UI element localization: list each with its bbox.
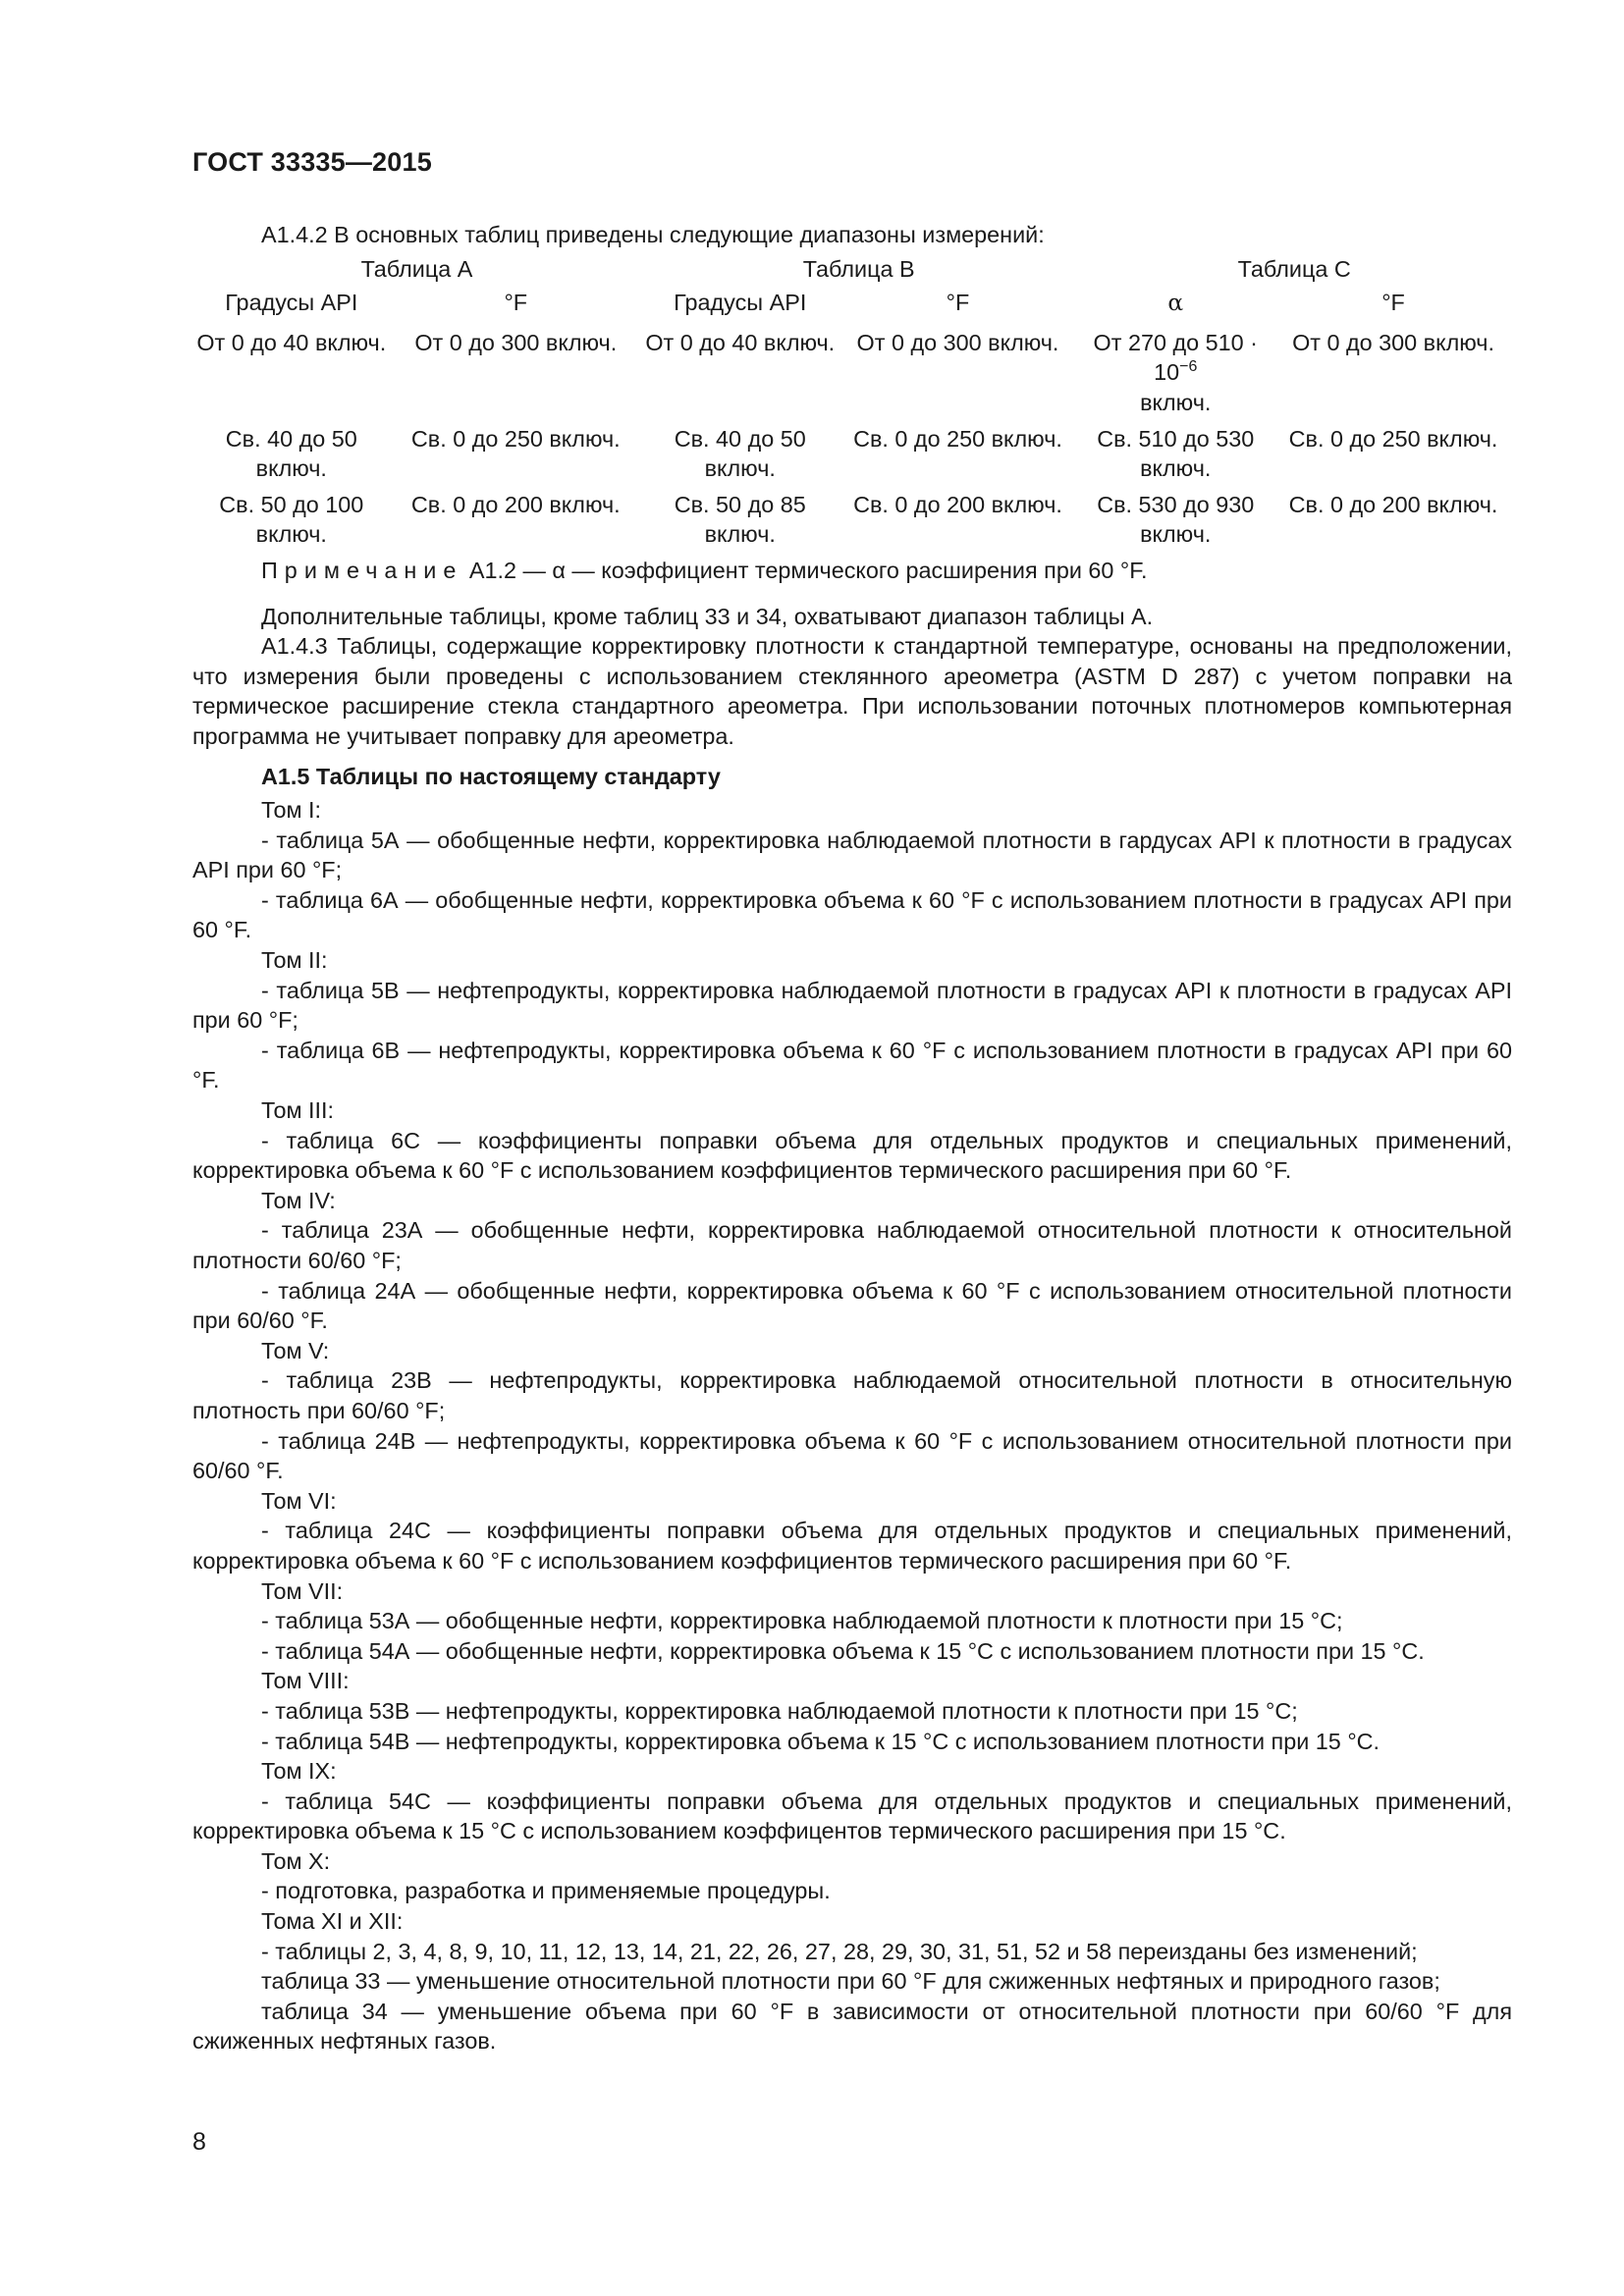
range-table-row	[192, 424, 1512, 490]
range-table-row	[192, 328, 1512, 424]
volume-title: Том VII:	[261, 1577, 344, 1604]
table-cell: Св. 0 до 200 включ.	[853, 491, 1062, 517]
volumes-list	[192, 795, 1512, 2056]
page-number: 8	[192, 2128, 206, 2156]
volume-item: таблица 34 — уменьшение объема при 60 °F в зависимости от относительной плотности при 60/60 °F для сжиженных нефтяных газов.	[192, 1998, 1512, 2055]
note-label: Примечание	[261, 557, 463, 583]
table-cell: Св. 0 до 200 включ.	[1288, 491, 1498, 517]
volume-item: - таблица 6В — нефтепродукты, корректировка объема к 60 °F с использованием плотности в градусах API при 60 °F.	[192, 1037, 1512, 1094]
volume-title: Том IV:	[261, 1187, 336, 1213]
volume-item: - таблица 54С — коэффициенты поправки объема для отдельных продуктов и специальных применений, корректировка объема к 15 °С с использованием коэффицентов термического расширения при 15 °С.	[192, 1788, 1512, 1844]
volume-item: - таблица 23В — нефтепродукты, корректировка наблюдаемой относительной плотности в относительную плотность при 60/60 °F;	[192, 1367, 1512, 1423]
table-cell: Св. 50 до 85 включ.	[674, 491, 806, 548]
volume-item: - таблица 5В — нефтепродукты, корректировка наблюдаемой плотности в градусах API к плотности в градусах API при 60 °F;	[192, 977, 1512, 1034]
volume-title: Том VI:	[261, 1487, 337, 1514]
alpha-range: От 270 до 510 · 10	[1093, 329, 1258, 386]
group-header: Таблица С	[1237, 255, 1351, 282]
alpha-exponent: −6	[1179, 358, 1198, 376]
range-table	[192, 254, 1512, 556]
table-cell: Св. 530 до 930 включ.	[1097, 491, 1255, 548]
unit-header: Градусы API	[674, 290, 807, 316]
range-table-row	[192, 490, 1512, 556]
volume-item: - таблица 6С — коэффициенты поправки объема для отдельных продуктов и специальных применений, корректировка объема к 60 °F с использованием коэффициентов термического расширения при 60 °F.	[192, 1127, 1512, 1184]
intro-paragraph: А1.4.2 В основных таблиц приведены следующие диапазоны измерений:	[261, 222, 1045, 247]
volume-item: - таблица 24С — коэффициенты поправки объема для отдельных продуктов и специальных применений, корректировка объема к 60 °F с использованием коэффициентов термического расширения при 60 °F.	[192, 1518, 1512, 1574]
volume-item: - таблица 54А — обобщенные нефти, корректировка объема к 15 °С с использованием плотности при 15 °С.	[261, 1637, 1425, 1664]
volume-item: - таблица 23А — обобщенные нефти, корректировка наблюдаемой относительной плотности к относительной плотности 60/60 °F;	[192, 1217, 1512, 1273]
volume-title: Том V:	[261, 1337, 330, 1363]
table-cell: От 0 до 300 включ.	[414, 329, 618, 355]
table-cell: Св. 0 до 250 включ.	[410, 425, 621, 452]
a143-paragraph: А1.4.3 Таблицы, содержащие корректировку плотности к стандартной температуре, основаны на предположении, что измерения были проведены с использованием стеклянного ареометра (ASTM D 287) с учетом поправки на термическое расширение стекла стандартного ареометра. При использовании поточных плотномеров компьютерная программа не учитывает поправку для ареометра.	[192, 633, 1512, 749]
volume-item: - таблица 24А — обобщенные нефти, корректировка объема к 60 °F с использованием относительной плотности при 60/60 °F.	[192, 1277, 1512, 1334]
volume-item: - таблица 53А — обобщенные нефти, корректировка наблюдаемой плотности к плотности при 15 °С;	[261, 1608, 1343, 1634]
volume-item: - подготовка, разработка и применяемые процедуры.	[261, 1878, 831, 1904]
note-text: А1.2 — α — коэффициент термического расширения при 60 °F.	[468, 557, 1148, 583]
volume-item: - таблица 5А — обобщенные нефти, корректировка наблюдаемой плотности в гардусах API к плотности в градусах API при 60 °F;	[192, 827, 1512, 883]
range-table-groups	[192, 254, 1512, 289]
alpha-range-tail: включ.	[1140, 389, 1212, 415]
group-header: Таблица В	[802, 255, 915, 282]
volume-title: Том III:	[261, 1097, 335, 1124]
table-cell: От 0 до 40 включ.	[196, 329, 387, 355]
table-cell: Св. 40 до 50 включ.	[674, 425, 806, 482]
volume-item: - таблица 53В — нефтепродукты, корректировка наблюдаемой плотности к плотности при 15 °С;	[261, 1697, 1298, 1724]
additional-tables-paragraph: Дополнительные таблицы, кроме таблиц 33 и 34, охватывают диапазон таблицы А.	[261, 603, 1154, 629]
table-cell: Св. 510 до 530 включ.	[1097, 425, 1255, 482]
unit-header: °F	[1381, 290, 1405, 316]
volume-item: таблица 33 — уменьшение относительной плотности при 60 °F для сжиженных нефтяных и природного газов;	[261, 1968, 1440, 1995]
unit-header: α	[1167, 289, 1184, 317]
table-cell: От 0 до 300 включ.	[1292, 329, 1494, 355]
document-header: ГОСТ 33335—2015	[192, 147, 432, 177]
table-cell: Св. 50 до 100 включ.	[219, 491, 364, 548]
table-cell: Св. 0 до 250 включ.	[853, 425, 1062, 452]
section-title: А1.5 Таблицы по настоящему стандарту	[261, 763, 721, 789]
table-cell: Св. 40 до 50 включ.	[225, 425, 357, 482]
table-note	[192, 556, 1512, 586]
table-cell: От 0 до 300 включ.	[856, 329, 1059, 355]
unit-header: °F	[504, 290, 528, 316]
unit-header: Градусы API	[225, 290, 358, 316]
document-body	[192, 220, 1512, 2056]
group-header: Таблица А	[360, 255, 473, 282]
volume-title: Том X:	[261, 1847, 331, 1874]
table-cell: Св. 0 до 200 включ.	[410, 491, 621, 517]
volume-title: Том IX:	[261, 1758, 337, 1785]
volume-title: Том II:	[261, 947, 328, 974]
volume-item: - таблица 24В — нефтепродукты, корректировка объема к 60 °F с использованием относительной плотности при 60/60 °F.	[192, 1427, 1512, 1484]
volume-item: - таблица 54В — нефтепродукты, корректировка объема к 15 °С с использованием плотности при 15 °С.	[261, 1728, 1380, 1754]
volume-item: - таблицы 2, 3, 4, 8, 9, 10, 11, 12, 13, 14, 21, 22, 26, 27, 28, 29, 30, 31, 51, 52 и 58 переизданы без изменений;	[261, 1938, 1418, 1964]
table-cell: Св. 0 до 250 включ.	[1288, 425, 1498, 452]
volume-title: Том VIII:	[261, 1668, 350, 1694]
table-cell: От 0 до 40 включ.	[645, 329, 836, 355]
volume-item: - таблица 6А — обобщенные нефти, корректировка объема к 60 °F с использованием плотности в градусах API при 60 °F.	[192, 886, 1512, 943]
table-cell	[1076, 328, 1274, 424]
volume-title: Том I:	[261, 797, 322, 824]
range-table-units	[192, 288, 1512, 328]
volume-title: Тома XI и XII:	[261, 1908, 404, 1935]
unit-header: °F	[946, 290, 970, 316]
